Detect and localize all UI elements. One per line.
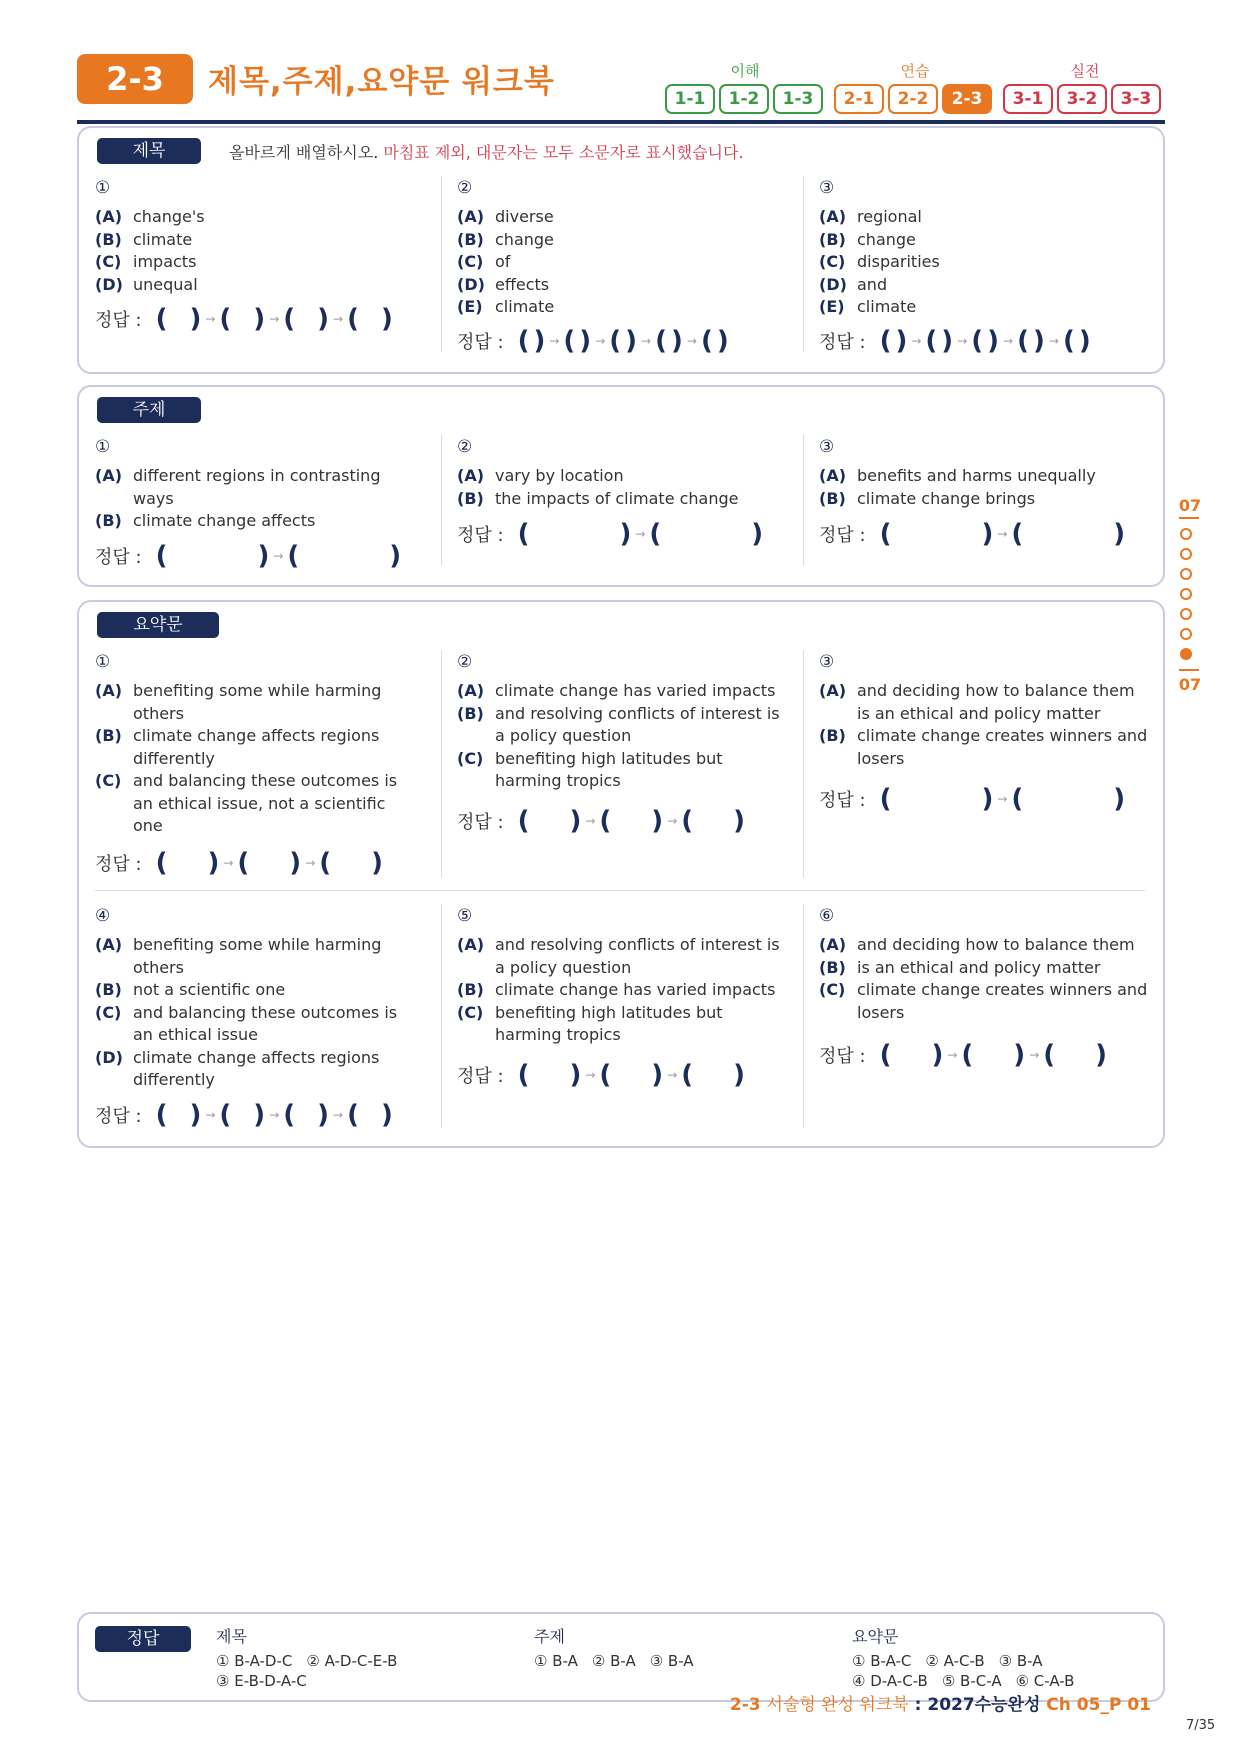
list-item: (D) effects	[457, 274, 550, 294]
list-item: (A) and deciding how to balance them is an ethical and policy matter	[819, 681, 1135, 723]
list-item: (A) and resolving conflicts of interest is a policy question	[457, 935, 780, 977]
summary-problem-1	[95, 652, 405, 838]
problem-number: ①	[95, 437, 111, 457]
category-real: 실전	[1070, 62, 1100, 80]
list-item: (D) climate change affects regions differently	[95, 1047, 380, 1089]
nav-button-1-3[interactable]: 1-3	[773, 84, 823, 114]
topic-problem-1	[95, 437, 395, 533]
list-item: (B) climate change affects	[95, 511, 316, 530]
side-dot[interactable]	[1180, 588, 1192, 600]
row-divider	[95, 890, 1145, 891]
list-item: (E) climate	[819, 297, 917, 316]
side-divider	[1179, 669, 1199, 671]
list-item: (A) different regions in contrasting ways	[95, 466, 381, 508]
problem-number: ②	[457, 178, 473, 198]
title-problem-2	[457, 178, 787, 319]
list-item: (A) vary by location	[457, 466, 624, 485]
list-item: (B) is an ethical and policy matter	[819, 957, 1101, 977]
instruction	[229, 140, 744, 163]
section-label-title: 제목	[97, 138, 201, 164]
list-item: (A) benefits and harms unequally	[819, 466, 1096, 485]
problem-number: ②	[457, 652, 473, 672]
answer-key-summary: 요약문 ① B-A-C ② A-C-B ③ B-A ④ D-A-C-B ⑤ B-C-A ⑥ C-A-B	[852, 1627, 1075, 1690]
summary-problem-6	[819, 906, 1151, 1024]
answer-slots[interactable]: 정답 : ( ) → ( )	[457, 519, 764, 549]
list-item: (E) climate	[457, 297, 555, 316]
problem-number: ③	[819, 178, 835, 198]
problem-number: ④	[95, 906, 111, 926]
side-dot[interactable]	[1180, 568, 1192, 580]
summary-problem-4	[95, 906, 405, 1092]
answer-slots[interactable]: 정답 : ( ) → ( ) → ( )	[457, 806, 746, 836]
answer-slots[interactable]: 정답 : ( ) → ( ) → ( )	[95, 848, 384, 878]
side-dot-current[interactable]	[1180, 648, 1192, 660]
section-label-topic: 주제	[97, 397, 201, 423]
list-item: (A) regional	[819, 207, 922, 226]
list-item: (C) climate change creates winners and losers	[819, 980, 1148, 1022]
list-item: (C) of	[457, 252, 511, 271]
summary-problem-2	[457, 652, 789, 793]
side-dot[interactable]	[1180, 628, 1192, 640]
page-number: 7/35	[1186, 1718, 1216, 1733]
column-divider	[441, 435, 442, 565]
answer-slots[interactable]: 정답 : ( ) → ( )	[819, 784, 1126, 814]
side-dot[interactable]	[1180, 548, 1192, 560]
answer-key-topic: 주제 ① B-A ② B-A ③ B-A	[534, 1627, 694, 1670]
side-dot[interactable]	[1180, 608, 1192, 620]
header-rule	[77, 120, 1165, 124]
problem-number: ⑥	[819, 906, 835, 926]
side-chapter-top: 07	[1178, 496, 1202, 515]
problem-number: ①	[95, 652, 111, 672]
answer-slots[interactable]: 정답 : ( ) → ( ) → ( ) → ( )	[95, 1100, 393, 1130]
summary-problem-3	[819, 652, 1151, 770]
nav-button-1-2[interactable]: 1-2	[719, 84, 769, 114]
list-item: (A) change's	[95, 207, 205, 226]
column-divider	[441, 904, 442, 1128]
list-item: (C) disparities	[819, 252, 940, 271]
answer-slots[interactable]: 정답 : ( ) → ( )	[819, 519, 1126, 549]
list-item: (C) benefiting high latitudes but harming tropics	[457, 1002, 723, 1044]
column-divider	[441, 176, 442, 352]
problem-number: ②	[457, 437, 473, 457]
section-label-summary: 요약문	[97, 612, 219, 638]
list-item: (B) and resolving conflicts of interest is a policy question	[457, 703, 780, 745]
problem-number: ⑤	[457, 906, 473, 926]
nav-button-3-3[interactable]: 3-3	[1111, 84, 1161, 114]
list-item: (C) impacts	[95, 252, 197, 271]
topic-section	[77, 385, 1165, 587]
answer-slots[interactable]: 정답 : ( ) → ( )	[95, 541, 402, 571]
summary-section	[77, 600, 1165, 1148]
answer-key-title: 제목 ① B-A-D-C ② A-D-C-E-B ③ E-B-D-A-C	[216, 1627, 398, 1690]
list-item: (B) climate change has varied impacts	[457, 980, 776, 999]
side-chapter-bottom: 07	[1178, 675, 1202, 694]
list-item: (C) benefiting high latitudes but harming tropics	[457, 748, 723, 790]
list-item: (D) unequal	[95, 274, 198, 294]
answer-slots[interactable]: 정답 : ( ) → ( ) → ( )	[819, 1040, 1108, 1070]
problem-number: ③	[819, 437, 835, 457]
side-divider	[1179, 517, 1199, 519]
topic-problem-3	[819, 437, 1149, 510]
list-item: (A) diverse	[457, 207, 554, 226]
lesson-badge: 2-3	[77, 54, 193, 104]
column-divider	[803, 176, 804, 352]
category-understanding: 이해	[730, 62, 760, 80]
topic-problem-2	[457, 437, 787, 510]
list-item: (C) and balancing these outcomes is an ethical issue, not a scientific one	[95, 771, 398, 835]
answer-key-label: 정답	[95, 1626, 191, 1652]
column-divider	[803, 435, 804, 565]
footer: 2-3 서술형 완성 워크북 : 2027수능완성 Ch 05_P 01	[729, 1695, 1151, 1715]
list-item: (C) and balancing these outcomes is an ethical issue	[95, 1002, 398, 1044]
nav-button-1-1[interactable]: 1-1	[665, 84, 715, 114]
problem-number: ③	[819, 652, 835, 672]
instruction-note: 마침표 제외, 대문자는 모두 소문자로 표시했습니다.	[383, 143, 744, 162]
answer-slots[interactable]: 정답 : ( ) → ( ) → ( )	[457, 1060, 746, 1090]
instruction-plain: 올바르게 배열하시오.	[229, 143, 379, 162]
title-problem-1	[95, 178, 425, 296]
answer-slots[interactable]: 정답 : ( ) → ( ) → ( ) → ( )	[95, 304, 393, 334]
nav-button-2-1[interactable]: 2-1	[834, 84, 884, 114]
list-item: (B) climate change brings	[819, 488, 1036, 508]
summary-problem-5	[457, 906, 789, 1047]
list-item: (A) benefiting some while harming others	[95, 935, 382, 977]
list-item: (A) benefiting some while harming others	[95, 681, 382, 723]
nav-button-2-3[interactable]: 2-3	[942, 84, 992, 114]
column-divider	[803, 650, 804, 878]
category-practice: 연습	[900, 62, 930, 80]
nav-button-3-2[interactable]: 3-2	[1057, 84, 1107, 114]
problem-number: ①	[95, 178, 111, 198]
list-item: (B) change	[819, 229, 916, 249]
page-title: 제목,주제,요약문 워크북	[208, 64, 555, 100]
column-divider	[441, 650, 442, 878]
title-section	[77, 126, 1165, 374]
list-item: (B) the impacts of climate change	[457, 488, 739, 508]
list-item: (B) change	[457, 229, 554, 249]
list-item: (B) climate	[95, 229, 193, 249]
nav-button-3-1[interactable]: 3-1	[1003, 84, 1053, 114]
answer-slots[interactable]: 정답 : ( ) → ( ) → ( ) → ( ) → ( )	[457, 326, 729, 356]
list-item: (B) climate change affects regions differently	[95, 726, 380, 768]
nav-button-2-2[interactable]: 2-2	[888, 84, 938, 114]
list-item: (A) climate change has varied impacts	[457, 681, 776, 700]
list-item: (A) and deciding how to balance them	[819, 935, 1135, 954]
answer-key	[77, 1612, 1165, 1702]
answer-slots[interactable]: 정답 : ( ) → ( ) → ( ) → ( ) → ( )	[819, 326, 1091, 356]
list-item: (B) climate change creates winners and losers	[819, 726, 1148, 768]
column-divider	[803, 904, 804, 1128]
list-item: (B) not a scientific one	[95, 980, 286, 999]
list-item: (D) and	[819, 274, 888, 294]
side-dot[interactable]	[1180, 528, 1192, 540]
title-problem-3	[819, 178, 1149, 319]
